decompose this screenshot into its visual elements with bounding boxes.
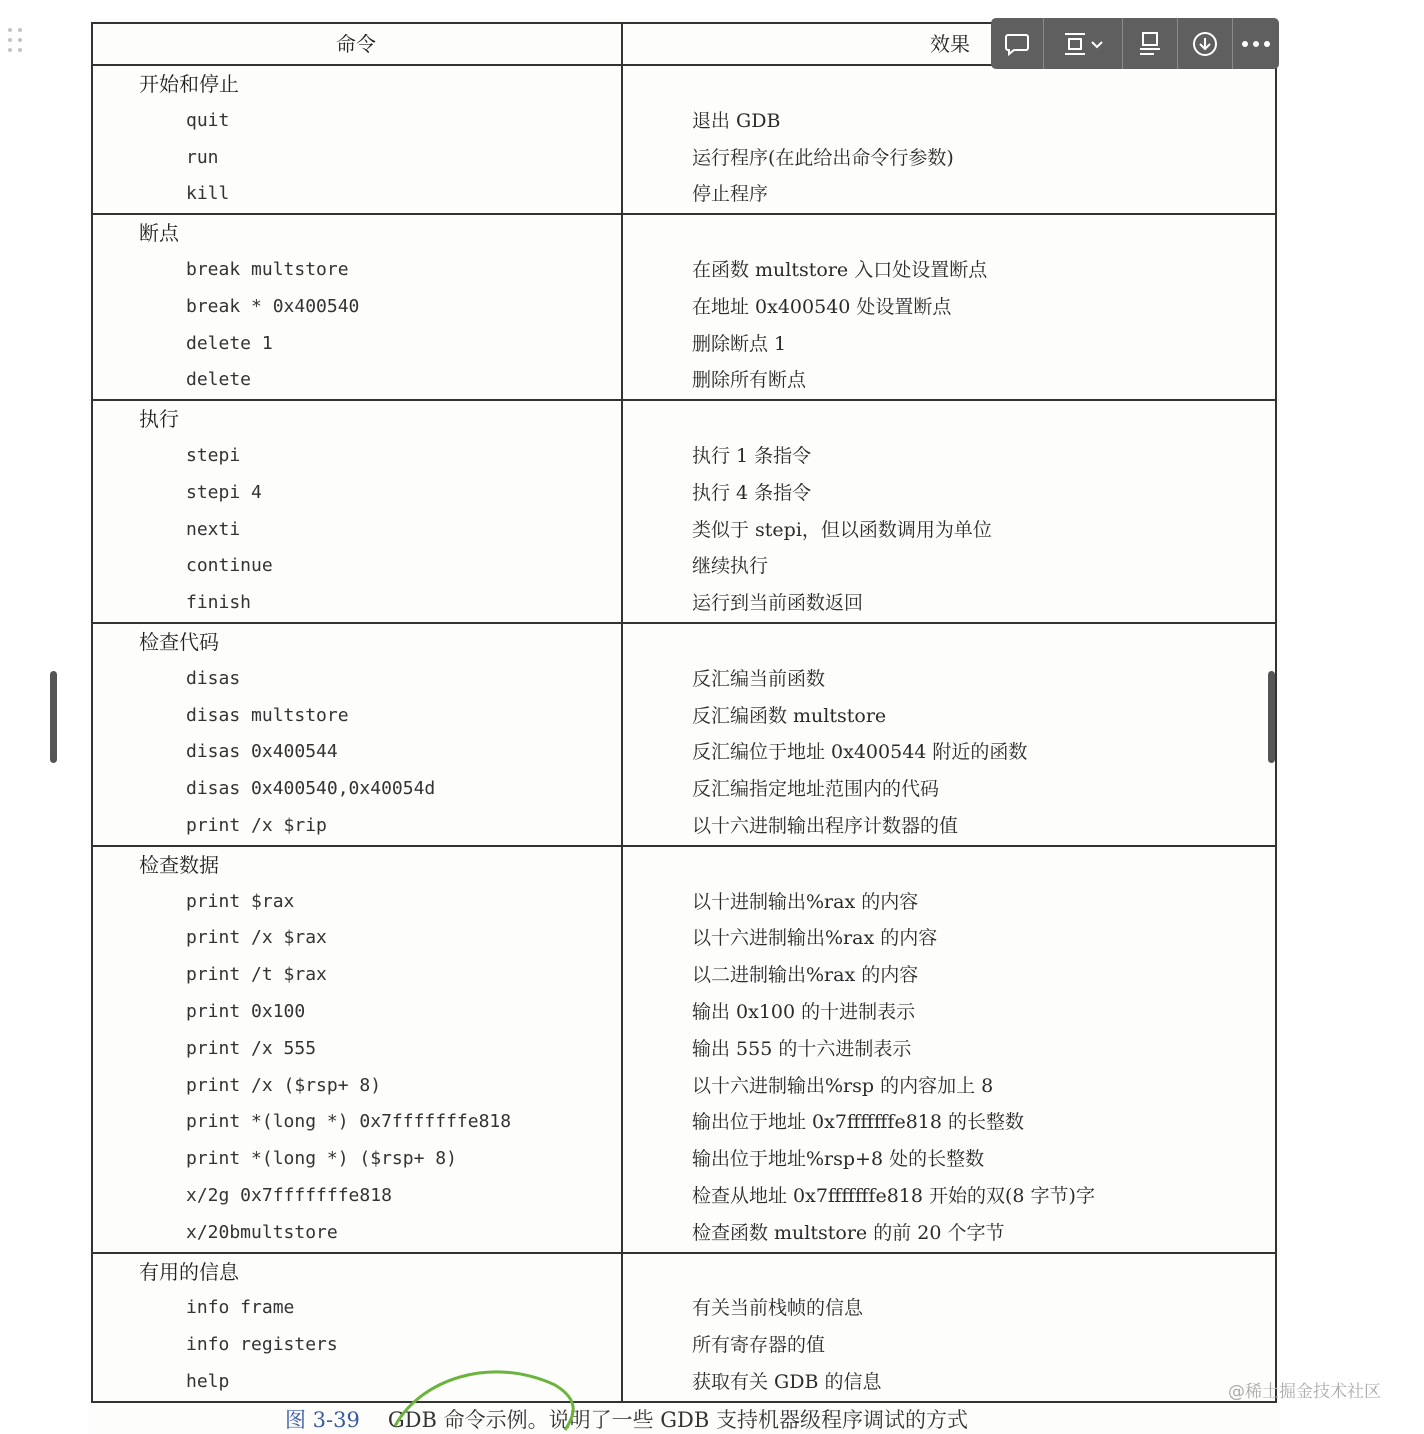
- command-column: [93, 66, 623, 213]
- command-cell: disas 0x400540,0x40054d: [186, 778, 436, 800]
- spacer: [623, 401, 1275, 438]
- section-title: 执行: [139, 407, 179, 432]
- command-cell: disas: [186, 667, 241, 689]
- command-cell: continue: [186, 555, 273, 577]
- effect-cell: 执行 1 条指令: [692, 444, 812, 467]
- effect-cell: 在函数 multstore 入口处设置断点: [692, 258, 988, 281]
- effect-cell: 以十进制输出%rax 的内容: [692, 890, 919, 913]
- section-title: 检查数据: [139, 852, 219, 877]
- command-cell: run: [186, 146, 219, 168]
- effect-column: [623, 66, 1275, 213]
- effect-cell: 获取有关 GDB 的信息: [692, 1370, 882, 1393]
- section-title: 有用的信息: [139, 1259, 239, 1284]
- align-center-icon: [1061, 30, 1089, 58]
- effect-cell: 以十六进制输出%rsp 的内容加上 8: [692, 1074, 994, 1097]
- spacer: [623, 215, 1275, 252]
- effect-cell: 所有寄存器的值: [692, 1334, 826, 1357]
- command-cell: print /x $rax: [186, 927, 327, 949]
- more-button[interactable]: [1233, 18, 1279, 69]
- effect-cell: 类似于 stepi，但以函数调用为单位: [692, 518, 992, 541]
- effect-cell: 继续执行: [692, 555, 769, 578]
- figure-number: 图 3-39: [285, 1408, 360, 1432]
- command-cell: info frame: [186, 1297, 295, 1319]
- watermark: @稀土掘金技术社区: [1228, 1382, 1381, 1402]
- align-bottom-icon: [1136, 30, 1164, 58]
- command-column: [93, 847, 623, 1252]
- effect-cell: 以十六进制输出%rax 的内容: [692, 927, 938, 950]
- download-button[interactable]: [1178, 18, 1233, 69]
- command-cell: stepi: [186, 444, 241, 466]
- command-cell: print $rax: [186, 890, 295, 912]
- header-command: 命令: [93, 24, 623, 64]
- spacer: [623, 847, 1275, 884]
- table-section: [93, 215, 1275, 401]
- command-cell: break * 0x400540: [186, 295, 360, 317]
- resize-handle-left[interactable]: [50, 671, 57, 763]
- command-column: [93, 401, 623, 622]
- green-annotation-circle: [380, 1360, 590, 1434]
- command-cell: disas 0x400544: [186, 741, 338, 763]
- effect-cell: 运行到当前函数返回: [692, 592, 864, 615]
- command-column: [93, 215, 623, 399]
- table-section: [93, 1254, 1275, 1403]
- command-cell: print /x $rip: [186, 814, 327, 836]
- command-cell: nexti: [186, 518, 241, 540]
- effect-cell: 输出 555 的十六进制表示: [692, 1037, 912, 1060]
- command-cell: x/2g 0x7fffffffe818: [186, 1184, 392, 1206]
- command-cell: x/20bmultstore: [186, 1221, 338, 1243]
- command-cell: print 0x100: [186, 1000, 306, 1022]
- command-cell: finish: [186, 592, 252, 614]
- caption-text: GDB 命令示例。说明了一些 GDB 支持机器级程序调试的方式: [387, 1408, 968, 1432]
- command-cell: print /x ($rsp+ 8): [186, 1074, 382, 1096]
- effect-cell: 输出位于地址 0x7fffffffe818 的长整数: [692, 1111, 1025, 1134]
- effect-cell: 执行 4 条指令: [692, 481, 812, 504]
- effect-cell: 输出位于地址%rsp+8 处的长整数: [692, 1148, 985, 1171]
- comment-button[interactable]: [991, 18, 1044, 69]
- header-effect: 效果: [930, 32, 970, 56]
- command-cell: break multstore: [186, 258, 349, 280]
- table-section: [93, 401, 1275, 624]
- command-cell: disas multstore: [186, 704, 349, 726]
- effect-cell: 以十六进制输出程序计数器的值: [692, 814, 959, 837]
- more-icon: [1241, 39, 1271, 49]
- effect-column: [623, 847, 1275, 1252]
- effect-column: [623, 1254, 1275, 1401]
- command-column: [93, 624, 623, 845]
- table-section: [93, 624, 1275, 847]
- section-title: 开始和停止: [139, 72, 239, 96]
- effect-cell: 以二进制输出%rax 的内容: [692, 964, 919, 987]
- image-toolbar: [991, 18, 1279, 69]
- section-title: 断点: [139, 221, 179, 246]
- effect-cell: 反汇编当前函数: [692, 667, 826, 690]
- effect-column: [623, 624, 1275, 845]
- effect-cell: 反汇编位于地址 0x400544 附近的函数: [692, 741, 1028, 764]
- section-title: 检查代码: [139, 629, 219, 654]
- effect-column: [623, 215, 1275, 399]
- command-cell: info registers: [186, 1334, 338, 1356]
- effect-cell: 检查从地址 0x7fffffffe818 开始的双(8 字节)字: [692, 1184, 1095, 1207]
- effect-cell: 运行程序(在此给出命令行参数): [692, 146, 954, 169]
- caption-button[interactable]: [1123, 18, 1178, 69]
- command-cell: print /t $rax: [186, 964, 327, 986]
- effect-column: [623, 401, 1275, 622]
- effect-cell: 退出 GDB: [692, 109, 781, 132]
- gdb-command-table: [91, 22, 1277, 1403]
- comment-icon: [1003, 30, 1031, 58]
- download-icon: [1191, 30, 1219, 58]
- table-section: [93, 847, 1275, 1254]
- effect-cell: 反汇编函数 multstore: [692, 704, 887, 727]
- effect-cell: 输出 0x100 的十进制表示: [692, 1000, 916, 1023]
- command-cell: help: [186, 1370, 230, 1392]
- effect-cell: 反汇编指定地址范围内的代码: [692, 778, 940, 801]
- spacer: [623, 66, 1275, 103]
- drag-handle-icon[interactable]: [8, 28, 26, 54]
- effect-cell: 删除断点 1: [692, 332, 787, 355]
- effect-cell: 删除所有断点: [692, 369, 807, 392]
- command-cell: kill: [186, 183, 230, 205]
- effect-cell: 在地址 0x400540 处设置断点: [692, 295, 952, 318]
- command-cell: stepi 4: [186, 481, 262, 503]
- command-cell: delete 1: [186, 332, 273, 354]
- effect-cell: 有关当前栈帧的信息: [692, 1297, 864, 1320]
- spacer: [623, 624, 1275, 661]
- spacer: [623, 1254, 1275, 1291]
- command-cell: print *(long *) 0x7fffffffe818: [186, 1111, 512, 1133]
- table-section: [93, 66, 1275, 215]
- resize-handle-right[interactable]: [1268, 671, 1275, 763]
- command-cell: delete: [186, 369, 252, 391]
- command-cell: print *(long *) ($rsp+ 8): [186, 1148, 457, 1170]
- effect-cell: 停止程序: [692, 183, 769, 206]
- effect-cell: 检查函数 multstore 的前 20 个字节: [692, 1221, 1005, 1244]
- command-cell: print /x 555: [186, 1037, 317, 1059]
- chevron-down-icon: [1089, 36, 1105, 52]
- align-dropdown-button[interactable]: [1044, 18, 1123, 69]
- command-cell: quit: [186, 109, 230, 131]
